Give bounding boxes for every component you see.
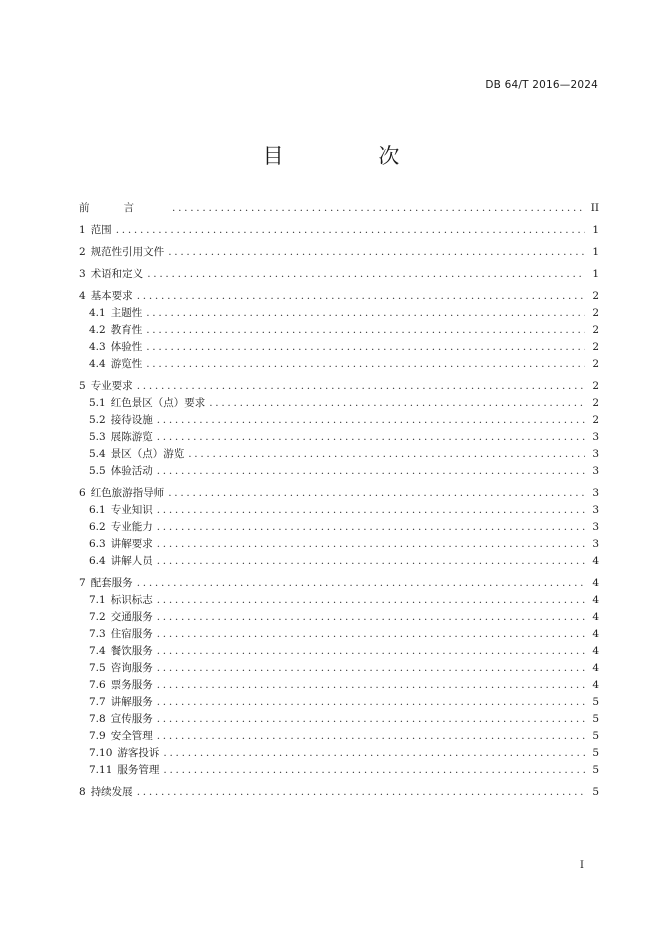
toc-entry-page: 3 (592, 538, 599, 550)
toc-entry[interactable] (89, 412, 599, 428)
toc-entry-number: 5.2 (89, 414, 106, 426)
toc-leader-dots (188, 446, 585, 462)
toc-entry-page: 3 (592, 487, 599, 499)
toc-entry[interactable] (89, 677, 599, 693)
toc-entry-number: 7.2 (89, 611, 106, 623)
toc-entry[interactable] (89, 728, 599, 744)
toc-entry[interactable] (79, 266, 599, 282)
toc-entry-page: 5 (592, 747, 599, 759)
toc-entry[interactable] (89, 762, 599, 778)
toc-entry-page: 4 (592, 679, 599, 691)
toc-leader-dots (168, 244, 585, 260)
toc-entry-number: 5.5 (89, 465, 106, 477)
toc-entry[interactable] (89, 711, 599, 727)
toc-entry-number: 5.4 (89, 448, 106, 460)
toc-entry-page: 3 (592, 521, 599, 533)
toc-leader-dots (163, 762, 585, 778)
toc-entry[interactable] (79, 485, 599, 501)
toc-leader-dots (116, 222, 585, 238)
toc-entry-label: 讲解服务 (110, 696, 153, 708)
toc-entry-label: 红色旅游指导师 (90, 487, 165, 499)
toc-entry-page: 3 (592, 504, 599, 516)
toc-entry-number: 4.2 (89, 324, 106, 336)
toc-entry-label: 接待设施 (110, 414, 153, 426)
toc-entry[interactable] (89, 502, 599, 518)
toc-entry-label: 术语和定义 (90, 268, 144, 280)
toc-leader-dots (157, 429, 585, 445)
toc-leader-dots (157, 660, 585, 676)
toc-entry-number: 7.3 (89, 628, 106, 640)
toc-entry-label: 景区（点）游览 (110, 448, 185, 460)
toc-entry-number: 6.3 (89, 538, 106, 550)
toc-entry-page: 4 (592, 645, 599, 657)
toc-entry-number: 6.4 (89, 555, 106, 567)
toc-entry-page: 2 (592, 414, 599, 426)
toc-entry-page: 5 (592, 786, 599, 798)
toc-entry-number: 7 (79, 577, 86, 589)
toc-entry-page: 3 (592, 448, 599, 460)
toc-entry[interactable] (89, 643, 599, 659)
toc-entry-number: 5 (79, 380, 86, 392)
toc-leader-dots (157, 694, 585, 710)
toc-entry-page: 4 (592, 577, 599, 589)
toc-leader-dots (147, 266, 585, 282)
toc-entry-number: 4.1 (89, 307, 106, 319)
toc-entry[interactable] (89, 745, 599, 761)
toc-entry-page: 4 (592, 662, 599, 674)
toc-entry-label: 专业能力 (110, 521, 153, 533)
toc-entry[interactable] (89, 553, 599, 569)
toc-entry[interactable] (89, 322, 599, 338)
toc-leader-dots (137, 288, 585, 304)
toc-entry-label: 标识标志 (110, 594, 153, 606)
toc-leader-dots (157, 502, 585, 518)
toc-entry-label: 规范性引用文件 (90, 246, 165, 258)
toc-entry-number: 6 (79, 487, 86, 499)
toc-leader-dots (157, 728, 585, 744)
toc-entry[interactable] (79, 288, 599, 304)
toc-entry-number: 7.4 (89, 645, 106, 657)
toc-entry-page: 5 (592, 696, 599, 708)
toc-entry-label: 基本要求 (90, 290, 133, 302)
toc-entry[interactable] (79, 200, 599, 216)
toc-entry-number: 6.1 (89, 504, 106, 516)
toc-entry-number: 7.9 (89, 730, 106, 742)
toc-entry-label: 咨询服务 (110, 662, 153, 674)
toc-entry[interactable] (89, 536, 599, 552)
toc-entry-page: 1 (592, 224, 599, 236)
toc-entry[interactable] (89, 305, 599, 321)
toc-entry-number: 4.3 (89, 341, 106, 353)
toc-leader-dots (157, 643, 585, 659)
toc-leader-dots (157, 412, 585, 428)
toc-entry-number: 7.1 (89, 594, 106, 606)
standard-code: DB 64/T 2016—2024 (485, 79, 598, 91)
toc-leader-dots (146, 322, 585, 338)
toc-entry-label: 宣传服务 (110, 713, 153, 725)
toc-leader-dots (209, 395, 585, 411)
toc-entry[interactable] (89, 609, 599, 625)
toc-entry-page: II (590, 202, 599, 214)
toc-entry-page: 1 (592, 268, 599, 280)
toc-entry-label: 交通服务 (110, 611, 153, 623)
toc-entry-label: 餐饮服务 (110, 645, 153, 657)
toc-entry-label: 体验性 (110, 341, 143, 353)
toc-entry[interactable] (89, 395, 599, 411)
toc-entry[interactable] (79, 378, 599, 394)
toc-entry[interactable] (89, 463, 599, 479)
toc-entry-label: 展陈游览 (110, 431, 153, 443)
toc-leader-dots (137, 575, 585, 591)
toc-entry-label: 游客投诉 (117, 747, 160, 759)
toc-entry-label: 安全管理 (110, 730, 153, 742)
toc-entry-label: 体验活动 (110, 465, 153, 477)
toc-leader-dots (168, 485, 585, 501)
toc-leader-dots (146, 305, 585, 321)
toc-leader-dots (146, 339, 585, 355)
toc-entry-number: 1 (79, 224, 86, 236)
toc-entry-page: 2 (592, 380, 599, 392)
toc-entry-number: 5.3 (89, 431, 106, 443)
toc-entry-page: 4 (592, 628, 599, 640)
toc-entry-page: 2 (592, 307, 599, 319)
toc-entry-number: 8 (79, 786, 86, 798)
toc-leader-dots (146, 356, 585, 372)
toc-entry[interactable] (79, 575, 599, 591)
toc-entry-page: 4 (592, 594, 599, 606)
toc-leader-dots (157, 626, 585, 642)
page-number: I (580, 860, 584, 871)
toc-leader-dots (157, 609, 585, 625)
toc-entry-page: 2 (592, 341, 599, 353)
toc-entry-page: 3 (592, 431, 599, 443)
toc-leader-dots (163, 745, 585, 761)
toc-leader-dots (157, 592, 585, 608)
toc-entry[interactable] (89, 660, 599, 676)
toc-entry-number: 3 (79, 268, 86, 280)
toc-entry-label: 住宿服务 (110, 628, 153, 640)
toc-entry-page: 4 (592, 555, 599, 567)
toc-entry-page: 5 (592, 730, 599, 742)
toc-entry-number: 7.8 (89, 713, 106, 725)
toc-entry-page: 5 (592, 764, 599, 776)
toc-entry-number: 4.4 (89, 358, 106, 370)
toc-entry-label: 配套服务 (90, 577, 133, 589)
toc-entry-number: 4 (79, 290, 86, 302)
toc-entry-label: 主题性 (110, 307, 143, 319)
toc-entry-number: 7.10 (89, 747, 113, 759)
toc-leader-dots (157, 553, 585, 569)
toc-entry-number: 7.5 (89, 662, 106, 674)
toc-entry-page: 2 (592, 397, 599, 409)
toc-leader-dots (157, 711, 585, 727)
toc-entry-label: 专业要求 (90, 380, 133, 392)
toc-entry-label: 票务服务 (110, 679, 153, 691)
toc-entry-number: 6.2 (89, 521, 106, 533)
toc-entry-label: 游览性 (110, 358, 143, 370)
toc-entry-label: 服务管理 (117, 764, 160, 776)
toc-leader-dots (137, 378, 585, 394)
toc-entry-page: 3 (592, 465, 599, 477)
toc-entry[interactable] (79, 784, 599, 800)
toc-entry[interactable] (89, 339, 599, 355)
toc-entry-label: 持续发展 (90, 786, 133, 798)
toc-entry[interactable] (89, 356, 599, 372)
toc-entry-label: 前言 (79, 202, 168, 214)
toc-leader-dots (172, 200, 585, 216)
toc-entry-page: 1 (592, 246, 599, 258)
toc-entry-label: 红色景区（点）要求 (110, 397, 206, 409)
toc-leader-dots (137, 784, 585, 800)
toc-leader-dots (157, 536, 585, 552)
toc-leader-dots (157, 463, 585, 479)
toc-entry-label: 范围 (90, 224, 112, 236)
toc-entry[interactable] (89, 446, 599, 462)
toc-entry-page: 2 (592, 358, 599, 370)
toc-leader-dots (157, 519, 585, 535)
toc-entry[interactable] (89, 626, 599, 642)
toc-entry-number: 5.1 (89, 397, 106, 409)
page-title: 目 次 (262, 144, 444, 168)
toc-entry-page: 2 (592, 290, 599, 302)
toc-entry-label: 教育性 (110, 324, 143, 336)
toc-entry[interactable] (89, 429, 599, 445)
toc-entry-page: 4 (592, 611, 599, 623)
toc-entry-label: 讲解要求 (110, 538, 153, 550)
toc-leader-dots (157, 677, 585, 693)
toc-entry[interactable] (89, 519, 599, 535)
toc-entry[interactable] (89, 694, 599, 710)
toc-entry-number: 7.11 (89, 764, 113, 776)
toc-entry-page: 2 (592, 324, 599, 336)
toc-entry-page: 5 (592, 713, 599, 725)
toc-entry[interactable] (79, 222, 599, 238)
toc-entry-number: 7.6 (89, 679, 106, 691)
toc-entry-number: 2 (79, 246, 86, 258)
toc-entry-label: 讲解人员 (110, 555, 153, 567)
toc-entry-number: 7.7 (89, 696, 106, 708)
toc-entry[interactable] (89, 592, 599, 608)
toc-entry-label: 专业知识 (110, 504, 153, 516)
toc-entry[interactable] (79, 244, 599, 260)
